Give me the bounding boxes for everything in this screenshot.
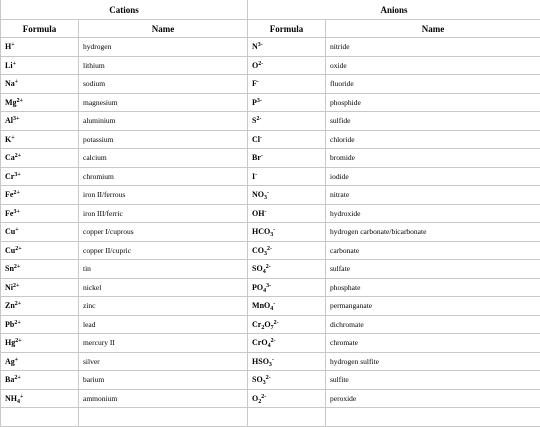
formula-symbol: Cr — [5, 172, 14, 181]
formula-symbol: I — [252, 172, 255, 181]
anion-name-header: Name — [326, 20, 540, 38]
formula-subscript: 3 — [263, 380, 266, 386]
anion-formula — [248, 352, 326, 371]
table-row — [1, 297, 540, 316]
table-row — [1, 149, 540, 168]
anion-formula — [248, 167, 326, 186]
formula-subscript: 7 — [271, 325, 274, 331]
anions-header: Anions — [248, 0, 540, 20]
cation-name: potassium — [79, 130, 248, 149]
column-header-row — [1, 20, 540, 38]
formula-symbol: Ni — [5, 283, 13, 292]
formula-subscript: 2 — [258, 399, 261, 405]
cation-name: aluminium — [79, 112, 248, 131]
formula-charge: - — [267, 190, 269, 196]
anion-name: nitrate — [326, 186, 540, 205]
formula-symbol: Cu — [5, 227, 15, 236]
table-row — [1, 223, 540, 242]
formula-charge: 2+ — [17, 98, 23, 104]
ion-rows — [1, 38, 540, 427]
formula-symbol: Ca — [5, 153, 15, 162]
partial-cell — [1, 408, 79, 427]
formula-charge: + — [15, 79, 18, 85]
formula-subscript: 4 — [270, 306, 273, 312]
anion-formula — [248, 334, 326, 353]
table-row — [1, 186, 540, 205]
anion-name: chromate — [326, 334, 540, 353]
table-row-partial — [1, 408, 540, 427]
formula-charge: 2- — [274, 320, 279, 326]
group-header-row — [1, 0, 540, 20]
formula-charge: + — [15, 357, 18, 363]
anion-name: oxide — [326, 56, 540, 75]
formula-charge: 2+ — [13, 190, 19, 196]
cation-name: sodium — [79, 75, 248, 94]
formula-charge: 2- — [267, 246, 272, 252]
formula-charge: 2- — [256, 116, 261, 122]
cation-formula — [1, 260, 79, 279]
cation-formula — [1, 204, 79, 223]
anion-formula — [248, 93, 326, 112]
table-row — [1, 204, 540, 223]
anion-name: hydrogen sulfite — [326, 352, 540, 371]
cation-name: iron III/ferric — [79, 204, 248, 223]
table-row — [1, 75, 540, 94]
formula-charge: 3+ — [14, 172, 20, 178]
table-row — [1, 278, 540, 297]
formula-symbol: HSO — [252, 357, 269, 366]
formula-charge: 2+ — [13, 283, 19, 289]
formula-charge: 2+ — [14, 320, 20, 326]
anion-name: sulfide — [326, 112, 540, 131]
anion-name: sulfite — [326, 371, 540, 390]
cation-formula — [1, 112, 79, 131]
cation-name: calcium — [79, 149, 248, 168]
formula-charge: 2+ — [14, 264, 20, 270]
formula-symbol: Pb — [5, 320, 14, 329]
formula-symbol: N — [252, 42, 258, 51]
table-row — [1, 241, 540, 260]
cation-formula — [1, 315, 79, 334]
formula-symbol: H — [5, 42, 11, 51]
formula-symbol: Al — [5, 116, 13, 125]
formula-symbol: NO — [252, 190, 264, 199]
formula-symbol: Cr — [252, 320, 261, 329]
formula-charge: - — [260, 135, 262, 141]
formula-symbol: F — [252, 79, 257, 88]
formula-charge: 2- — [258, 61, 263, 67]
formula-subscript: 3 — [264, 251, 267, 257]
anion-name: dichromate — [326, 315, 540, 334]
cation-name: copper I/cuprous — [79, 223, 248, 242]
formula-symbol: Sn — [5, 264, 14, 273]
formula-charge: 2- — [261, 394, 266, 400]
table-row — [1, 315, 540, 334]
table-row — [1, 167, 540, 186]
formula-subscript: 3 — [269, 362, 272, 368]
cation-formula — [1, 75, 79, 94]
formula-symbol: Fe — [5, 209, 13, 218]
anion-formula — [248, 371, 326, 390]
table-row — [1, 260, 540, 279]
formula-symbol: P — [252, 98, 257, 107]
cation-formula — [1, 334, 79, 353]
anion-formula — [248, 204, 326, 223]
formula-symbol: Hg — [5, 338, 15, 347]
anion-name: iodide — [326, 167, 540, 186]
cation-name-header: Name — [79, 20, 248, 38]
formula-symbol: MnO — [252, 301, 270, 310]
formula-charge: - — [261, 153, 263, 159]
formula-symbol: PO — [252, 283, 263, 292]
anion-formula — [248, 260, 326, 279]
cation-formula — [1, 186, 79, 205]
formula-charge: - — [255, 172, 257, 178]
cation-formula — [1, 352, 79, 371]
formula-symbol: O — [252, 61, 258, 70]
formula-charge: 3- — [257, 98, 262, 104]
formula-subscript: 3 — [270, 232, 273, 238]
formula-symbol: Zn — [5, 301, 15, 310]
formula-charge: 2- — [266, 264, 271, 270]
table-row — [1, 371, 540, 390]
anion-formula — [248, 112, 326, 131]
cation-name: zinc — [79, 297, 248, 316]
anion-name: permanganate — [326, 297, 540, 316]
formula-charge: + — [11, 135, 14, 141]
formula-charge: - — [257, 79, 259, 85]
anion-formula — [248, 130, 326, 149]
formula-charge: 3+ — [13, 209, 19, 215]
formula-symbol: Br — [252, 153, 261, 162]
formula-charge: 3+ — [13, 116, 19, 122]
anion-formula — [248, 315, 326, 334]
formula-symbol: Li — [5, 61, 13, 70]
formula-symbol: CrO — [252, 338, 268, 347]
formula-symbol: S — [252, 116, 256, 125]
formula-charge: - — [273, 301, 275, 307]
cation-formula — [1, 241, 79, 260]
anion-name: hydroxide — [326, 204, 540, 223]
formula-charge: 2- — [266, 375, 271, 381]
anion-formula — [248, 75, 326, 94]
formula-symbol: Ag — [5, 357, 15, 366]
formula-charge: 2+ — [15, 301, 21, 307]
formula-charge: + — [15, 227, 18, 233]
cation-name: lead — [79, 315, 248, 334]
formula-symbol: OH — [252, 209, 264, 218]
anion-name: chloride — [326, 130, 540, 149]
cation-name: chromium — [79, 167, 248, 186]
cation-formula — [1, 38, 79, 57]
table-row — [1, 93, 540, 112]
cation-name: magnesium — [79, 93, 248, 112]
formula-charge: 2+ — [15, 246, 21, 252]
formula-charge: 2+ — [15, 338, 21, 344]
anion-name: hydrogen carbonate/bicarbonate — [326, 223, 540, 242]
anion-name: phosphide — [326, 93, 540, 112]
anion-formula — [248, 38, 326, 57]
anion-name: peroxide — [326, 389, 540, 408]
table-row — [1, 112, 540, 131]
table-row — [1, 334, 540, 353]
partial-cell — [79, 408, 248, 427]
formula-symbol: O — [264, 320, 270, 329]
cation-formula-header: Formula — [1, 20, 79, 38]
formula-charge: - — [273, 227, 275, 233]
cation-formula — [1, 297, 79, 316]
formula-symbol: Fe — [5, 190, 13, 199]
anion-formula-header: Formula — [248, 20, 326, 38]
cation-name: hydrogen — [79, 38, 248, 57]
anion-formula — [248, 223, 326, 242]
anion-name: sulfate — [326, 260, 540, 279]
cation-formula — [1, 93, 79, 112]
anion-name: phosphate — [326, 278, 540, 297]
cation-formula — [1, 167, 79, 186]
formula-symbol: CO — [252, 246, 264, 255]
cation-name: mercury II — [79, 334, 248, 353]
formula-subscript: 4 — [263, 288, 266, 294]
cation-name: nickel — [79, 278, 248, 297]
cations-header: Cations — [1, 0, 248, 20]
formula-symbol: SO — [252, 264, 263, 273]
formula-symbol: Cu — [5, 246, 15, 255]
formula-symbol: Mg — [5, 98, 17, 107]
cation-formula — [1, 371, 79, 390]
formula-subscript: 4 — [17, 399, 20, 405]
anion-formula — [248, 241, 326, 260]
cation-formula — [1, 278, 79, 297]
formula-symbol: HCO — [252, 227, 270, 236]
anion-formula — [248, 56, 326, 75]
formula-charge: - — [272, 357, 274, 363]
table-row — [1, 130, 540, 149]
formula-charge: 2+ — [15, 153, 21, 159]
formula-symbol: SO — [252, 375, 263, 384]
formula-charge: + — [13, 61, 16, 67]
formula-symbol: Na — [5, 79, 15, 88]
formula-subscript: 3 — [264, 195, 267, 201]
cation-name: ammonium — [79, 389, 248, 408]
anion-formula — [248, 278, 326, 297]
cation-name: silver — [79, 352, 248, 371]
cation-name: tin — [79, 260, 248, 279]
formula-symbol: NH — [5, 394, 17, 403]
anion-name: fluoride — [326, 75, 540, 94]
formula-subscript: 4 — [263, 269, 266, 275]
formula-charge: 2- — [271, 338, 276, 344]
formula-charge: 3- — [258, 42, 263, 48]
table-row — [1, 352, 540, 371]
formula-charge: - — [264, 209, 266, 215]
formula-charge: + — [11, 42, 14, 48]
anion-formula — [248, 149, 326, 168]
formula-charge: 3- — [266, 283, 271, 289]
anion-formula — [248, 297, 326, 316]
cation-name: barium — [79, 371, 248, 390]
cation-name: iron II/ferrous — [79, 186, 248, 205]
cation-formula — [1, 149, 79, 168]
anion-name: carbonate — [326, 241, 540, 260]
formula-symbol: K — [5, 135, 11, 144]
formula-symbol: Cl — [252, 135, 260, 144]
formula-charge: + — [20, 394, 23, 400]
cation-formula — [1, 223, 79, 242]
cation-formula — [1, 56, 79, 75]
anion-formula — [248, 186, 326, 205]
formula-subscript: 2 — [261, 325, 264, 331]
anion-name: bromide — [326, 149, 540, 168]
formula-symbol: O — [252, 394, 258, 403]
formula-symbol: Ba — [5, 375, 14, 384]
partial-cell — [248, 408, 326, 427]
table-row — [1, 56, 540, 75]
cation-name: lithium — [79, 56, 248, 75]
formula-charge: 2+ — [14, 375, 20, 381]
partial-cell — [326, 408, 540, 427]
anion-name: nitride — [326, 38, 540, 57]
table-row — [1, 38, 540, 57]
cation-name: copper II/cupric — [79, 241, 248, 260]
cation-formula — [1, 130, 79, 149]
formula-subscript: 4 — [268, 343, 271, 349]
